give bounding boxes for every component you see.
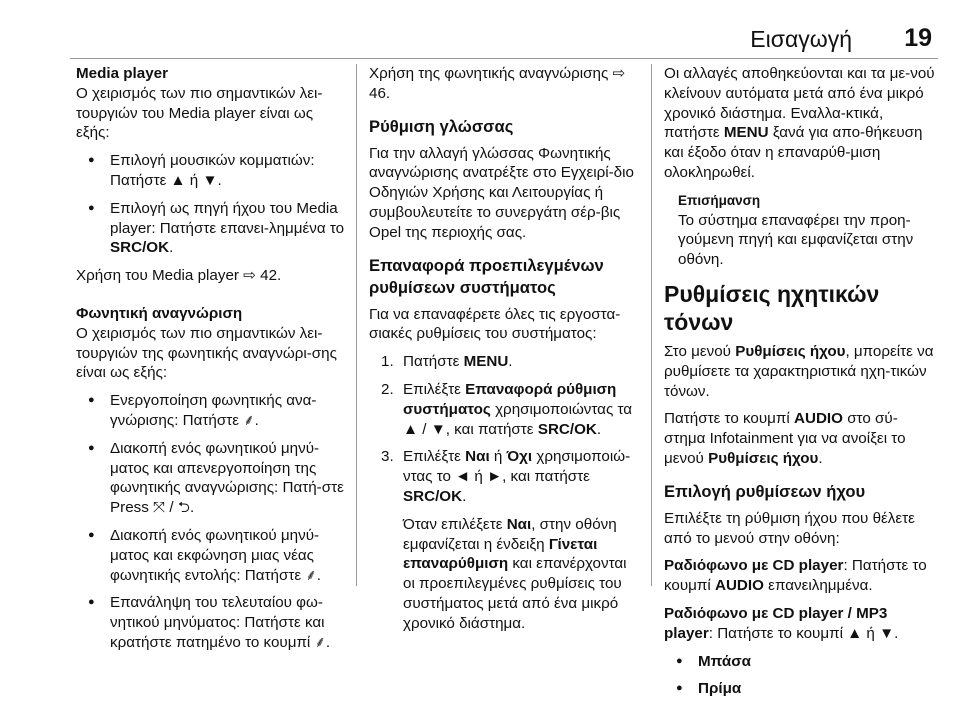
list-item: ● Διακοπή ενός φωνητικού μηνύ-ματος και απενεργοποίηση της φωνητικής αναγνώρισης: Πατή-στε Press ⤧ / ⮌. [76,439,348,518]
radio-text: Ραδιόφωνο με CD player: Πατήστε το κουμπί AUDIO επανειλημμένα. [664,557,927,595]
list-item: 2. Επιλέξτε Επαναφορά ρύθμιση συστήματος χρησιμοποιώντας τα ▲ / ▼, και πατήστε SRC/OK. [381,380,633,438]
list-item: ● Επανάληψη του τελευταίου φω-νητικού μηνύματος: Πατήστε και κρατήστε πατημένο το κουμπί ⸙. [76,593,348,652]
media-player-list [76,151,348,258]
list-item: 3. Επιλέξτε Ναι ή Όχι χρησιμοποιώ-ντας το ◄ ή ►, και πατήστε SRC/OK. Όταν επιλέξετε Ναι, στην οθόνη εμφανίζεται η ένδειξη Γίνεται επαναρύθμιση και επανέρχονται οι προεπιλεγμένες ρυθμίσεις του συστήματος μετά από ένα μικρό χρονικό διάστημα. [369,447,641,633]
audio-text: Πατήστε το κουμπί AUDIO στο σύ-στημα Infotainment για να ανοίξει το μενού Ρυθμίσεις ήχου. [664,410,906,467]
column-3 [664,64,936,707]
choose-heading: Επιλογή ρυθμίσεων ήχου [664,481,866,501]
page-number: 19 [904,24,932,52]
reset-heading: Επαναφορά προεπιλεγμένων ρυθμίσεων συστήματος [369,255,604,297]
voice-intro: Ο χειρισμός των πιο σημαντικών λει-τουργιών της φωνητικής αναγνώρι-σης είναι ως εξής: [76,324,337,382]
page-title: Εισαγωγή [750,26,852,52]
list-item: ● Επιλογή μουσικών κομματιών: Πατήστε ▲ ή ▼. [76,151,348,191]
list-item: ● Πρίμα [664,679,936,699]
list-item: ● Ενεργοποίηση φωνητικής ανα-γνώρισης: Πατήστε ⸙. [76,391,348,431]
voice-usage: Χρήση της φωνητικής αναγνώρισης ⇨ 46. [369,65,626,102]
reset-steps [369,352,641,633]
tone-heading: Ρυθμίσεις ηχητικών τόνων [664,280,880,335]
language-heading: Ρύθμιση γλώσσας [369,116,514,136]
column-2 [369,64,641,642]
column-divider-1 [356,64,357,586]
language-text: Για την αλλαγή γλώσσας Φωνητικής αναγνώρισης ανατρέξτε στο Εγχειρί-διο Οδηγιών Χρήσης και Λειτουργίας ή συμβουλευτείτε το συνεργάτη σέρ-βις Opel της περιοχής σας. [369,144,634,241]
column-1 [76,64,348,661]
choose-text: Επιλέξτε τη ρύθμιση ήχου που θέλετε από το μενού στην οθόνη: [664,509,915,547]
list-item: ● Μπάσα [664,652,936,672]
media-player-usage: Χρήση του Media player ⇨ 42. [76,267,282,285]
reset-intro: Για να επαναφέρετε όλες τις εργοστα-σιακές ρυθμίσεις του συστήματος: [369,305,621,343]
voice-heading: Φωνητική αναγνώριση [76,304,243,322]
voice-list [76,391,348,653]
note-box [678,191,936,270]
list-item: ● Διακοπή ενός φωνητικού μηνύ-ματος και εκφώνηση μιας νέας φωνητικής εντολής: Πατήστε ⸙. [76,526,348,585]
sound-options-list [664,652,936,700]
tone-text: Στο μενού Ρυθμίσεις ήχου, μπορείτε να ρυθμίσετε τα χαρακτηριστικά ηχη-τικών τόνων. [664,342,934,400]
note-text: Το σύστημα επαναφέρει την προη-γούμενη πηγή και εμφανίζεται στην οθόνη. [678,211,914,269]
list-item: 1. Πατήστε MENU. [381,353,513,371]
src-ok-label: SRC/OK [110,239,170,257]
mp3-text: Ραδιόφωνο με CD player / MP3 player: Πατήστε το κουμπί ▲ ή ▼. [664,604,899,642]
page-header [0,0,960,58]
column-divider-2 [651,64,652,586]
header-rule [70,58,938,59]
note-heading: Επισήμανση [678,192,761,208]
media-player-intro: Ο χειρισμός των πιο σημαντικών λει-τουργιών του Media player είναι ως εξής: [76,84,323,142]
reset-note: Όταν επιλέξετε Ναι, στην οθόνη εμφανίζεται η ένδειξη Γίνεται επαναρύθμιση και επανέρχονται οι προεπιλεγμένες ρυθμίσεις του συστήματος μετά από ένα μικρό χρονικό διάστημα. [403,515,627,632]
media-player-heading: Media player [76,65,169,82]
saved-text: Οι αλλαγές αποθηκεύονται και τα με-νού κλείνουν αυτόματα μετά από ένα μικρό χρονικό διάστημα. Εναλλα-κτικά, πατήστε MENU ξανά για απο-θήκευση και έξοδο όταν η επαναρύθ-μιση ολοκληρωθεί. [664,65,935,181]
list-item: ● Επιλογή ως πηγή ήχου του Media player: Πατήστε επανει-λημμένα το SRC/OK. [76,199,348,258]
